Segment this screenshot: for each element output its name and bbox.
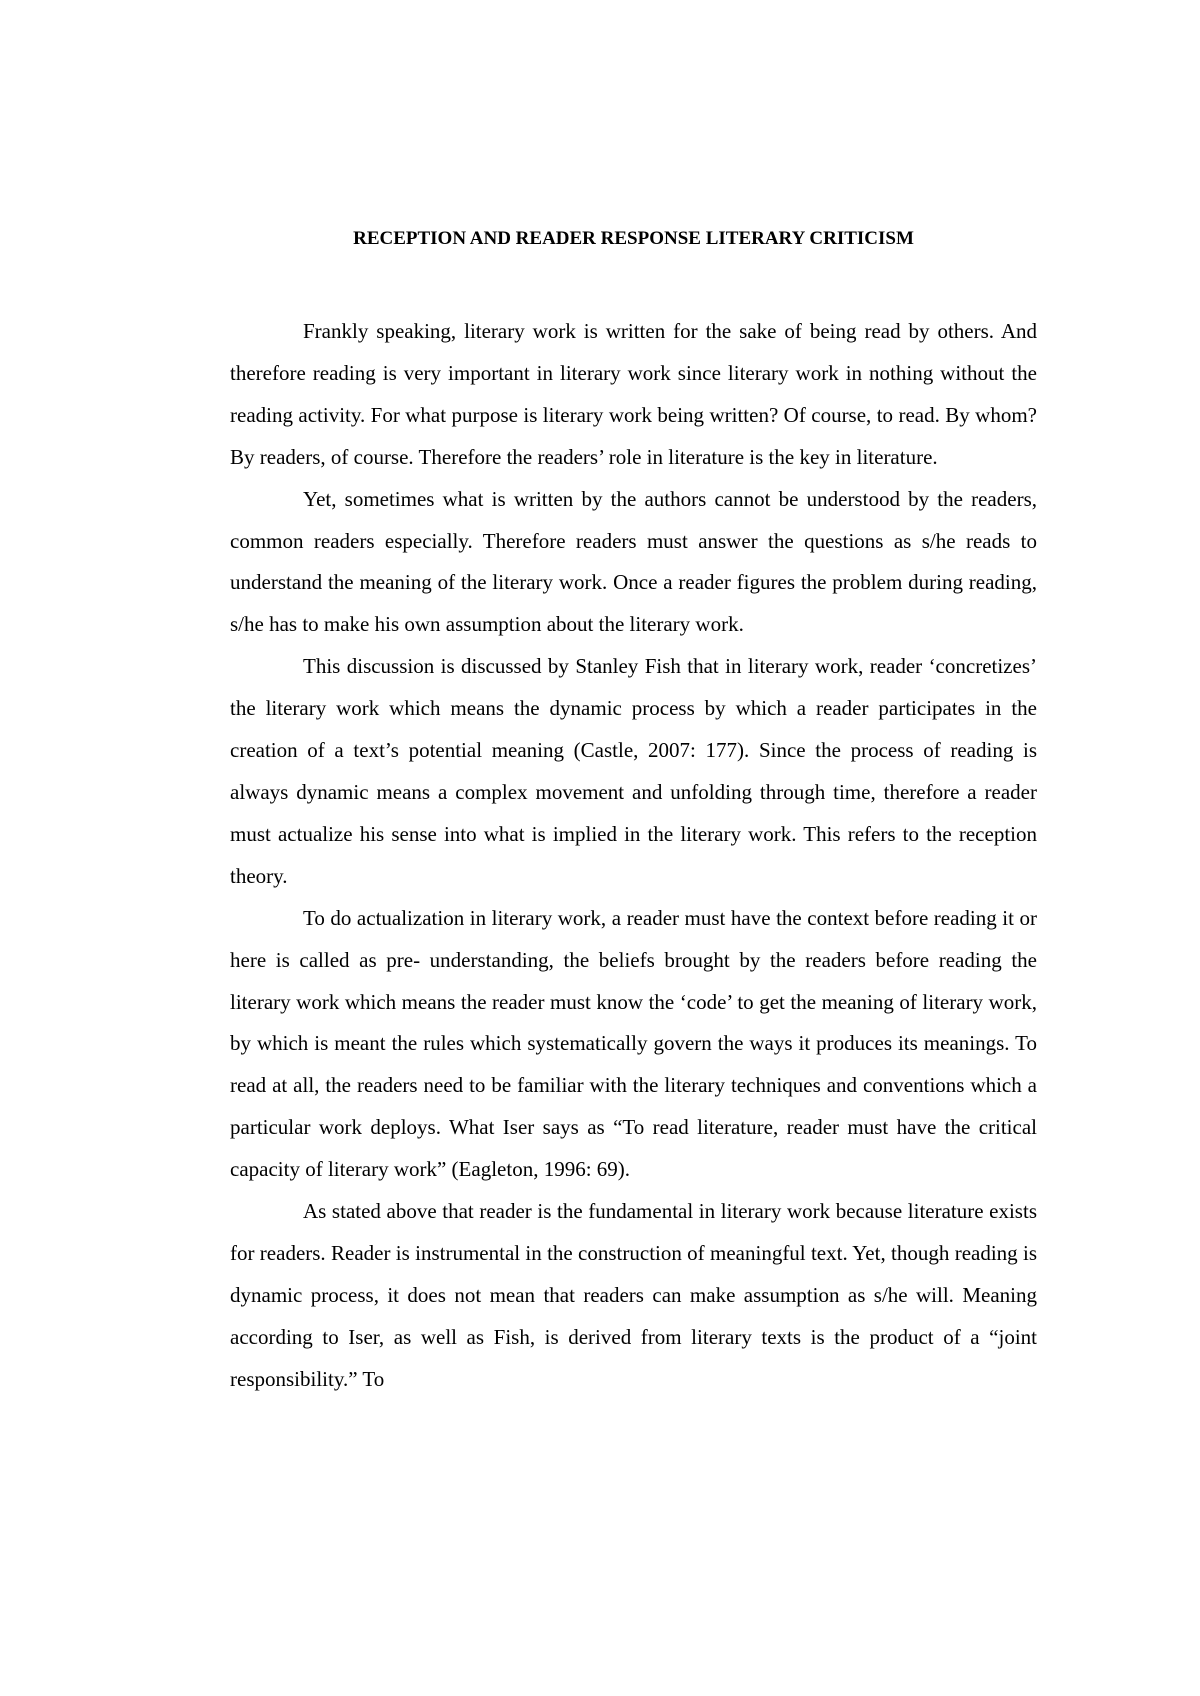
- paragraph-3: This discussion is discussed by Stanley Fish that in literary work, reader ‘concretizes’ the literary work which means the dynamic process by which a reader participates in the creation of a text’s potential meaning (Castle, 2007: 177). Since the process of reading is always dynamic means a complex movement and unfolding through time, therefore a reader must actualize his sense into what is implied in the literary work. This refers to the reception theory.: [230, 654, 1037, 888]
- paragraph-5: As stated above that reader is the fundamental in literary work because literature exists for readers. Reader is instrumental in the construction of meaningful text. Yet, though reading is dynamic process, it does not mean that readers can make assumption as s/he will. Meaning according to Iser, as well as Fish, is derived from literary texts is the product of a “joint responsibility.” To: [230, 1199, 1037, 1391]
- paragraph-4: To do actualization in literary work, a reader must have the context before reading it or here is called as pre- understanding, the beliefs brought by the readers before reading the literary work which means the reader must know the ‘code’ to get the meaning of literary work, by which is meant the rules which systematically govern the ways it produces its meanings. To read at all, the readers need to be familiar with the literary techniques and conventions which a particular work deploys. What Iser says as “To read literature, reader must have the critical capacity of literary work” (Eagleton, 1996: 69).: [230, 905, 1037, 1182]
- paragraph-1: Frankly speaking, literary work is written for the sake of being read by others. And therefore reading is very important in literary work since literary work in nothing without the reading activity. For what purpose is literary work being written? Of course, to read. By whom? By readers, of course. Therefore the readers’ role in literature is the key in literature.: [230, 319, 1037, 469]
- document-title: RECEPTION AND READER RESPONSE LITERARY CRITICISM: [353, 228, 914, 249]
- paragraph-2: Yet, sometimes what is written by the authors cannot be understood by the readers, common readers especially. Therefore readers must answer the questions as s/he reads to understand the meaning of the literary work. Once a reader figures the problem during reading, s/he has to make his own assumption about the literary work.: [230, 486, 1037, 637]
- document-body: [230, 311, 1037, 1401]
